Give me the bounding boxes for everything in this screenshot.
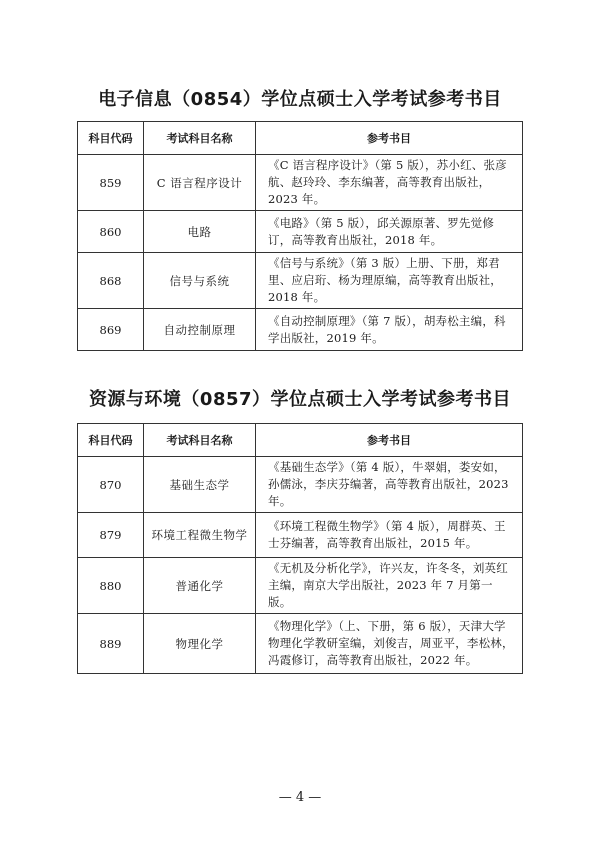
course-code: 879 — [78, 513, 144, 558]
reference-book: 《基础生态学》（第 4 版），牛翠娟，娄安如，孙儒泳，李庆芬编著，高等教育出版社，2023 年。 — [256, 457, 523, 513]
header-course-code: 科目代码 — [78, 424, 144, 457]
section-title-electronic-info: 电子信息（0854）学位点硕士入学考试参考书目 — [98, 89, 502, 110]
course-name: 普通化学 — [144, 558, 256, 614]
reference-book: 《信号与系统》（第 3 版）上册、下册，郑君里、应启珩、杨为理原编，高等教育出版社，2018 年。 — [256, 253, 523, 309]
course-name: 电路 — [144, 211, 256, 253]
table-row — [78, 614, 523, 674]
table-row — [78, 253, 523, 309]
reference-book: 《C 语言程序设计》（第 5 版），苏小红、张彦航、赵玲玲、李东编著，高等教育出版社，2023 年。 — [256, 155, 523, 211]
header-reference-books: 参考书目 — [256, 424, 523, 457]
course-code: 859 — [78, 155, 144, 211]
course-name: 基础生态学 — [144, 457, 256, 513]
section-title-resources-environment: 资源与环境（0857）学位点硕士入学考试参考书目 — [88, 389, 512, 410]
reference-book: 《无机及分析化学》，许兴友，许冬冬，刘英红主编，南京大学出版社，2023 年 7 月第一版。 — [256, 558, 523, 614]
table-header-row — [78, 122, 523, 155]
course-code: 880 — [78, 558, 144, 614]
header-course-name: 考试科目名称 — [144, 122, 256, 155]
course-code: 889 — [78, 614, 144, 674]
header-course-name: 考试科目名称 — [144, 424, 256, 457]
table-row — [78, 558, 523, 614]
reference-table-electronic-info — [77, 121, 523, 351]
reference-table-resources-environment — [77, 423, 523, 674]
course-code: 870 — [78, 457, 144, 513]
course-code: 869 — [78, 309, 144, 351]
course-name: 信号与系统 — [144, 253, 256, 309]
course-name: 物理化学 — [144, 614, 256, 674]
course-name: 自动控制原理 — [144, 309, 256, 351]
table-header-row — [78, 424, 523, 457]
table-row — [78, 155, 523, 211]
reference-book: 《物理化学》（上、下册，第 6 版），天津大学物理化学教研室编，刘俊吉，周亚平，李松林，冯霞修订，高等教育出版社，2022 年。 — [256, 614, 523, 674]
table-row — [78, 513, 523, 558]
table-row — [78, 309, 523, 351]
header-reference-books: 参考书目 — [256, 122, 523, 155]
table-row — [78, 457, 523, 513]
course-code: 868 — [78, 253, 144, 309]
reference-book: 《电路》（第 5 版），邱关源原著、罗先觉修订，高等教育出版社，2018 年。 — [256, 211, 523, 253]
reference-book: 《环境工程微生物学》（第 4 版），周群英、王士芬编著，高等教育出版社，2015 年。 — [256, 513, 523, 558]
page-number: — 4 — — [278, 790, 322, 805]
reference-book: 《自动控制原理》（第 7 版），胡寿松主编，科学出版社，2019 年。 — [256, 309, 523, 351]
course-name: 环境工程微生物学 — [144, 513, 256, 558]
course-code: 860 — [78, 211, 144, 253]
header-course-code: 科目代码 — [78, 122, 144, 155]
table-row — [78, 211, 523, 253]
course-name: C 语言程序设计 — [144, 155, 256, 211]
